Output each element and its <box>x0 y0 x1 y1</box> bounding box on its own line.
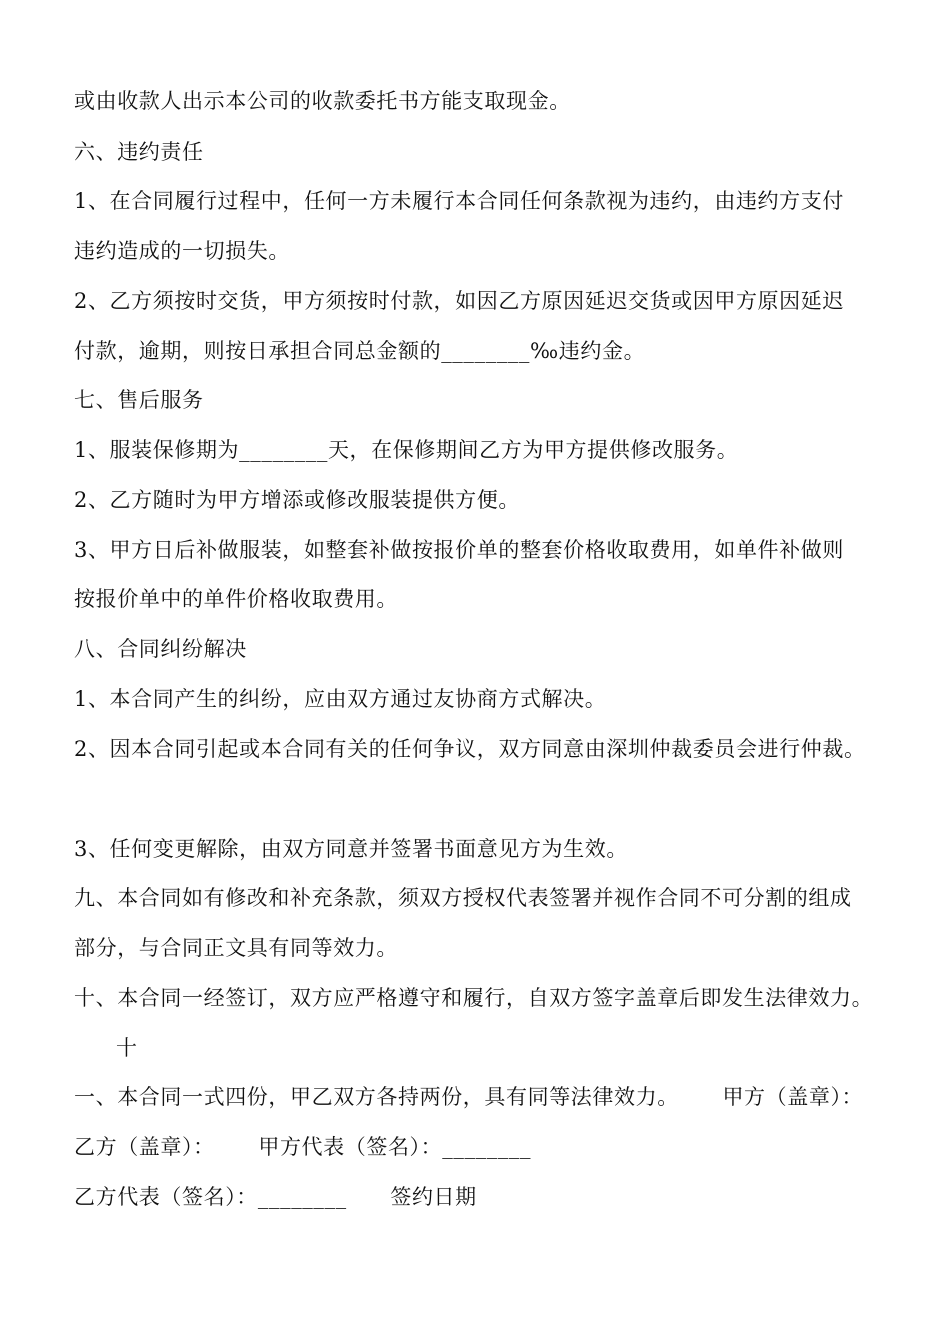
text-line: 或由收款人出示本公司的收款委托书方能支取现金。 <box>74 89 571 113</box>
text-line: 付款，逾期，则按日承担合同总金额的________‰违约金。 <box>74 339 646 363</box>
text-line: 2、乙方须按时交货，甲方须按时付款，如因乙方原因延迟交货或因甲方原因延迟 <box>74 289 844 313</box>
text-line: 违约造成的一切损失。 <box>74 239 290 263</box>
signature-line: 乙方（盖章）： 甲方代表（签名）：________ <box>74 1135 532 1159</box>
text-line: 3、甲方日后补做服装，如整套补做按报价单的整套价格收取费用，如单件补做则 <box>74 538 844 562</box>
signature-line: 乙方代表（签名）：________ 签约日期 <box>74 1185 477 1209</box>
text-line: 一、本合同一式四份，甲乙双方各持两份，具有同等法律效力。 甲方（盖章）： <box>74 1085 864 1109</box>
text-line: 2、因本合同引起或本合同有关的任何争议，双方同意由深圳仲裁委员会进行仲裁。 <box>74 737 866 761</box>
text-line: 1、在合同履行过程中，任何一方未履行本合同任何条款视为违约，由违约方支付 <box>74 189 844 213</box>
text-line: 1、服装保修期为________天，在保修期间乙方为甲方提供修改服务。 <box>74 438 739 462</box>
text-line: 2、乙方随时为甲方增添或修改服装提供方便。 <box>74 488 520 512</box>
text-line: 按报价单中的单件价格收取费用。 <box>74 587 398 611</box>
section-heading: 七、售后服务 <box>74 388 204 412</box>
section-heading: 八、合同纠纷解决 <box>74 637 247 661</box>
section-heading: 六、违约责任 <box>74 140 204 164</box>
text-line: 3、任何变更解除，由双方同意并签署书面意见方为生效。 <box>74 837 628 861</box>
text-line: 1、本合同产生的纠纷，应由双方通过友协商方式解决。 <box>74 687 607 711</box>
text-line: 十、本合同一经签订，双方应严格遵守和履行，自双方签字盖章后即发生法律效力。 <box>74 986 874 1010</box>
text-line: 九、本合同如有修改和补充条款，须双方授权代表签署并视作合同不可分割的组成 <box>74 886 852 910</box>
text-line: 部分，与合同正文具有同等效力。 <box>74 936 398 960</box>
text-line: 十 <box>116 1036 138 1060</box>
